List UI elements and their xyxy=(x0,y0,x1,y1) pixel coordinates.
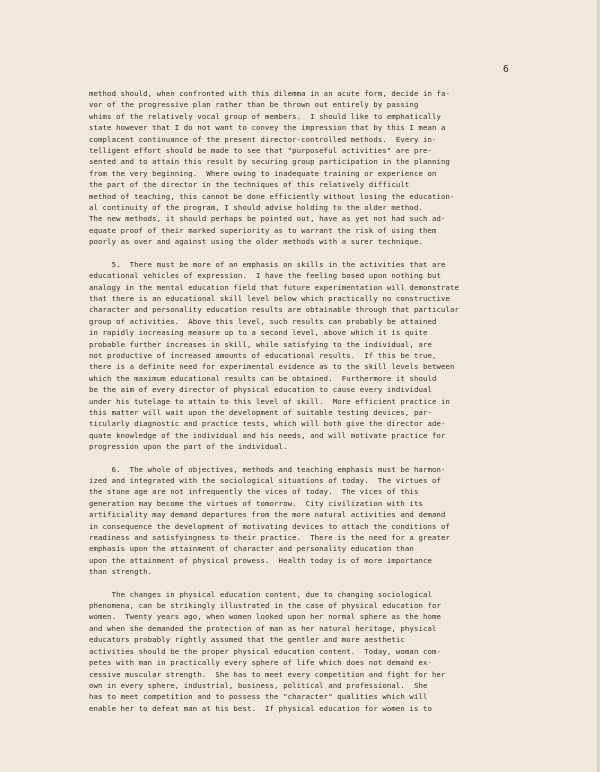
text-line: in consequence the development of motivating devices to attach the conditions of xyxy=(89,521,451,531)
document-body xyxy=(89,88,529,714)
text-line: there is a definite need for experimental evidence as to the skill levels between xyxy=(89,362,455,372)
text-line: sented and to attain this result by securing group participation in the planning xyxy=(89,157,451,167)
text-line: which the maximum educational results can be obtained. Furthermore it should xyxy=(89,373,437,383)
text-line: own in every sphere, industrial, business, political and professional. She xyxy=(89,680,428,690)
text-line: petes with man in practically every sphere of life which does not demand ex- xyxy=(89,658,432,668)
page-number: 6 xyxy=(503,64,509,75)
text-line: phenomena, can be strikingly illustrated in the case of physical education for xyxy=(89,601,442,611)
text-line: group of activities. Above this level, such results can probably be attained xyxy=(89,316,437,326)
text-line: telligent effort should be made to see that "purposeful activities" are pre- xyxy=(89,146,432,156)
text-line: educators probably rightly assumed that the gentler and more aesthetic xyxy=(89,635,405,645)
text-line: quate knowledge of the individual and his needs, and will motivate practice for xyxy=(89,430,446,440)
text-line: this matter will wait upon the development of suitable testing devices, par- xyxy=(89,407,432,417)
text-line: the part of the director in the techniques of this relatively difficult xyxy=(89,180,410,190)
text-line: ticularly diagnostic and practice tests, which will both give the director ade- xyxy=(89,419,446,429)
text-line: from the very beginning. Where owing to inadequate training or experience on xyxy=(89,168,437,178)
text-line: ized and integrated with the sociological situations of today. The virtues of xyxy=(89,476,442,485)
text-line: enable her to defeat man at his best. If physical education for women is to xyxy=(89,703,432,713)
text-line: progression upon the part of the individual. xyxy=(89,442,288,452)
text-line: method should, when confronted with this dilemma in an acute form, decide in fa- xyxy=(89,89,451,98)
text-line: upon the attainment of physical prowess. Health today is of more importance xyxy=(89,555,432,565)
text-line: The changes in physical education content, due to changing sociological xyxy=(89,589,432,599)
text-line: than strength. xyxy=(89,567,153,577)
text-line: readiness and satisfyingness to their practice. There is the need for a greater xyxy=(89,533,451,543)
text-line: 6. The whole of objectives, methods and teaching emphasis must be harmon- xyxy=(89,464,446,474)
text-line: 5. There must be more of an emphasis on skills in the activities that are xyxy=(89,259,446,269)
text-line: not productive of increased amounts of educational results. If this be true, xyxy=(89,350,437,360)
text-line: equate proof of their marked superiority as to warrant the risk of using them xyxy=(89,225,437,235)
text-line: probable further increases in skill, while satisfying to the individual, are xyxy=(89,339,432,349)
text-line: poorly as over and against using the older methods with a surer technique. xyxy=(89,237,423,247)
text-line: emphasis upon the attainment of character and personality education than xyxy=(89,544,414,554)
paragraph-continuation xyxy=(89,88,529,248)
text-line: state however that I do not want to convey the impression that by this I mean a xyxy=(89,123,446,133)
text-line: method of teaching, this cannot be done efficiently without losing the education- xyxy=(89,191,455,201)
text-line: women. Twenty years ago, when women looked upon her normal sphere as the home xyxy=(89,612,442,622)
text-line: cessive muscular strength. She has to meet every competition and fight for her xyxy=(89,669,446,679)
text-line: artificiality may demand departures from the more natural activities and demand xyxy=(89,510,446,520)
text-line: complacent continuance of the present director-controlled methods. Every in- xyxy=(89,134,437,144)
text-line: activities should be the proper physical education content. Today, woman com- xyxy=(89,646,442,656)
text-line: The new methods, it should perhaps be pointed out, have as yet not had such ad- xyxy=(89,214,446,224)
text-line: whims of the relatively vocal group of members. I should like to emphatically xyxy=(89,111,442,121)
text-line: be the aim of every director of physical education to cause every individual xyxy=(89,385,432,395)
text-line: under his tutelage to attain to this level of skill. More efficient practice in xyxy=(89,396,451,406)
text-line: that there is an educational skill level below which practically no constructive xyxy=(89,293,451,303)
paragraph-women-physical-education xyxy=(89,589,529,714)
text-line: analogy in the mental education field that future experimentation will demonstrate xyxy=(89,282,460,292)
text-line: educational vehicles of expression. I have the feeling based upon nothing but xyxy=(89,271,442,281)
text-line: vor of the progressive plan rather than be thrown out entirely by passing xyxy=(89,100,419,110)
paragraph-point-6 xyxy=(89,464,529,578)
text-line: in rapidly increasing measure up to a second level, above which it is quite xyxy=(89,328,428,338)
text-line: character and personality education results are obtainable through that particular xyxy=(89,305,460,315)
text-line: generation may become the virtues of tomorrow. City civilization with its xyxy=(89,498,423,508)
paragraph-point-5 xyxy=(89,259,529,453)
text-line: and when she demanded the protection of man as her natural heritage, physical xyxy=(89,623,437,633)
text-line: has to meet competition and to possess the "character" qualities which will xyxy=(89,692,428,702)
text-line: the stone age are not infrequently the vices of today. The vices of this xyxy=(89,487,419,497)
text-line: al continuity of the program, I should advise holding to the older method. xyxy=(89,203,423,213)
